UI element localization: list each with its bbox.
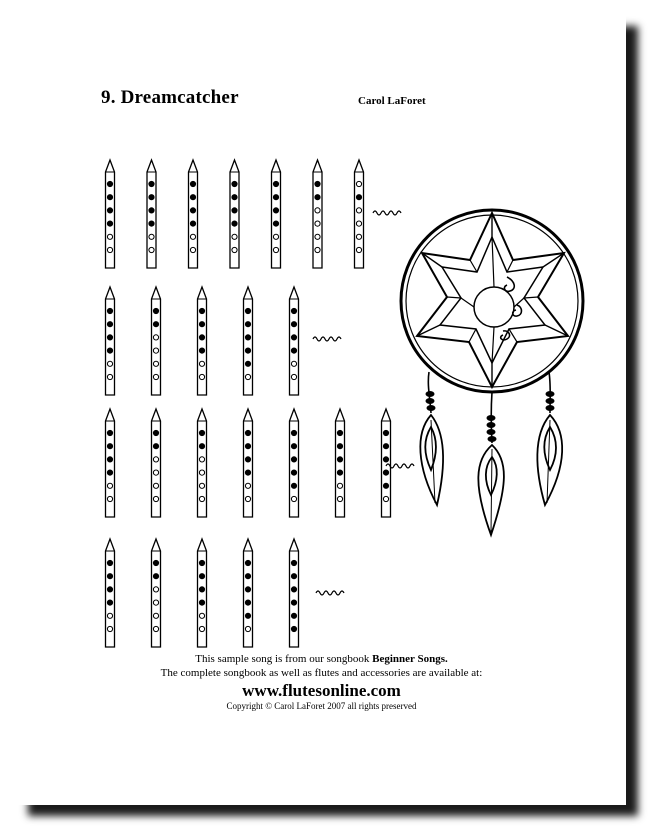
hole-closed	[190, 181, 195, 186]
hole-closed	[245, 444, 250, 449]
hole-open	[199, 457, 204, 462]
copyright-notice: Copyright © Carol LaForet 2007 all rights preserved	[226, 701, 417, 711]
hole-closed	[153, 574, 158, 579]
hole-open	[107, 496, 112, 501]
hole-open	[107, 361, 112, 366]
hole-open	[153, 457, 158, 462]
hole-closed	[153, 430, 158, 435]
hole-closed	[107, 195, 112, 200]
footer-line-2: The complete songbook as well as flutes and accessories are available at:	[160, 667, 483, 679]
hole-open	[245, 374, 250, 379]
hole-closed	[291, 587, 296, 592]
hole-closed	[149, 221, 154, 226]
hole-open	[232, 234, 237, 239]
flute-fingering	[198, 409, 207, 517]
hole-open	[356, 234, 361, 239]
hole-closed	[107, 560, 112, 565]
hole-open	[149, 247, 154, 252]
hole-closed	[153, 322, 158, 327]
flute-fingering	[244, 287, 253, 395]
hole-closed	[199, 430, 204, 435]
hole-closed	[245, 457, 250, 462]
hold-note-mark	[373, 211, 401, 215]
hole-closed	[199, 348, 204, 353]
footer-line-1	[17, 653, 626, 665]
hole-open	[153, 613, 158, 618]
hold-note-mark	[316, 591, 344, 595]
hole-open	[153, 626, 158, 631]
hole-closed	[245, 574, 250, 579]
hole-open	[199, 613, 204, 618]
hole-closed	[107, 221, 112, 226]
hole-closed	[149, 195, 154, 200]
flute-fingering	[244, 539, 253, 647]
hole-open	[153, 348, 158, 353]
hole-open	[107, 247, 112, 252]
hole-open	[199, 470, 204, 475]
hole-open	[153, 496, 158, 501]
hole-open	[153, 470, 158, 475]
hole-closed	[245, 613, 250, 618]
hole-open	[315, 247, 320, 252]
hole-open	[190, 234, 195, 239]
hole-open	[383, 496, 388, 501]
flute-fingering	[290, 287, 299, 395]
hole-closed	[107, 208, 112, 213]
hole-closed	[232, 208, 237, 213]
hole-closed	[383, 444, 388, 449]
flute-fingering	[152, 539, 161, 647]
hole-open	[356, 208, 361, 213]
hole-closed	[273, 208, 278, 213]
hold-note-mark	[313, 337, 341, 341]
flute-fingering	[290, 539, 299, 647]
flute-fingering	[152, 287, 161, 395]
hole-closed	[291, 308, 296, 313]
hole-closed	[337, 457, 342, 462]
hole-closed	[337, 444, 342, 449]
hole-closed	[199, 335, 204, 340]
hole-closed	[199, 560, 204, 565]
hole-open	[153, 361, 158, 366]
hole-closed	[273, 195, 278, 200]
song-title: 9. Dreamcatcher	[101, 87, 239, 108]
hole-closed	[190, 221, 195, 226]
hole-closed	[291, 457, 296, 462]
hole-open	[356, 247, 361, 252]
hole-open	[315, 208, 320, 213]
hole-closed	[383, 457, 388, 462]
website-link[interactable]: www.flutesonline.com	[242, 681, 401, 700]
hole-closed	[107, 430, 112, 435]
hole-closed	[199, 444, 204, 449]
hole-closed	[245, 430, 250, 435]
hole-open	[153, 600, 158, 605]
dreamcatcher-beads	[426, 391, 555, 442]
hole-closed	[291, 335, 296, 340]
flute-fingering	[313, 160, 322, 268]
hole-closed	[315, 195, 320, 200]
hole-closed	[291, 470, 296, 475]
hole-open	[199, 361, 204, 366]
hole-open	[199, 626, 204, 631]
hole-closed	[107, 308, 112, 313]
hole-open	[199, 483, 204, 488]
songbook-name: Beginner Songs.	[372, 653, 448, 665]
hole-open	[107, 374, 112, 379]
hole-open	[315, 221, 320, 226]
hole-open	[315, 234, 320, 239]
hole-open	[153, 335, 158, 340]
hole-open	[245, 496, 250, 501]
hole-closed	[245, 348, 250, 353]
hole-closed	[291, 626, 296, 631]
hole-open	[291, 361, 296, 366]
hole-open	[291, 374, 296, 379]
hole-closed	[199, 322, 204, 327]
hole-closed	[107, 574, 112, 579]
hole-open	[107, 483, 112, 488]
hole-closed	[107, 457, 112, 462]
flute-fingering	[198, 539, 207, 647]
hole-open	[273, 247, 278, 252]
hole-closed	[337, 470, 342, 475]
hole-closed	[245, 600, 250, 605]
hole-open	[356, 221, 361, 226]
hole-closed	[190, 195, 195, 200]
hole-closed	[199, 308, 204, 313]
hole-closed	[245, 470, 250, 475]
hole-closed	[245, 361, 250, 366]
hole-closed	[291, 322, 296, 327]
hole-closed	[245, 322, 250, 327]
hole-closed	[199, 600, 204, 605]
hole-closed	[245, 335, 250, 340]
hole-open	[337, 483, 342, 488]
hole-closed	[383, 483, 388, 488]
flute-fingering	[382, 409, 391, 517]
hole-closed	[149, 208, 154, 213]
footer-line-1-prefix: This sample song is from our songbook	[195, 653, 373, 665]
feather-right	[537, 415, 562, 505]
hole-closed	[149, 181, 154, 186]
hole-closed	[107, 444, 112, 449]
hole-closed	[199, 587, 204, 592]
flute-fingering	[336, 409, 345, 517]
hole-closed	[291, 430, 296, 435]
hole-closed	[245, 308, 250, 313]
hole-open	[232, 247, 237, 252]
feather-middle	[478, 445, 504, 535]
hole-closed	[153, 444, 158, 449]
dreamcatcher-illustration	[401, 210, 583, 535]
flute-fingering	[106, 160, 115, 268]
hole-closed	[315, 181, 320, 186]
hole-closed	[291, 574, 296, 579]
hole-open	[291, 496, 296, 501]
hole-open	[273, 234, 278, 239]
hole-open	[153, 374, 158, 379]
hole-open	[149, 234, 154, 239]
flute-fingering	[290, 409, 299, 517]
hole-open	[245, 483, 250, 488]
flute-fingering	[272, 160, 281, 268]
hole-open	[107, 613, 112, 618]
hole-closed	[273, 221, 278, 226]
hole-closed	[107, 600, 112, 605]
hole-closed	[356, 195, 361, 200]
hole-closed	[232, 181, 237, 186]
hole-closed	[291, 483, 296, 488]
hole-open	[199, 496, 204, 501]
hole-closed	[232, 195, 237, 200]
hole-open	[107, 626, 112, 631]
feather-left	[420, 415, 443, 505]
hole-closed	[383, 470, 388, 475]
song-author: Carol LaForet	[358, 95, 426, 107]
hole-open	[107, 234, 112, 239]
flute-fingering	[152, 409, 161, 517]
hole-closed	[383, 430, 388, 435]
hole-open	[190, 247, 195, 252]
hole-closed	[107, 181, 112, 186]
flute-fingering	[106, 539, 115, 647]
hole-closed	[291, 560, 296, 565]
hole-closed	[190, 208, 195, 213]
hole-closed	[107, 322, 112, 327]
hole-closed	[291, 444, 296, 449]
flute-fingering	[106, 287, 115, 395]
hole-closed	[245, 560, 250, 565]
flute-fingering	[230, 160, 239, 268]
flute-fingering	[355, 160, 364, 268]
hole-closed	[107, 348, 112, 353]
hole-closed	[107, 335, 112, 340]
flute-fingering	[244, 409, 253, 517]
hole-closed	[291, 613, 296, 618]
hole-closed	[232, 221, 237, 226]
hole-closed	[245, 587, 250, 592]
hole-closed	[153, 560, 158, 565]
hole-closed	[291, 348, 296, 353]
hole-closed	[107, 587, 112, 592]
flute-fingering	[106, 409, 115, 517]
hole-open	[153, 483, 158, 488]
flute-fingering	[198, 287, 207, 395]
hole-open	[199, 374, 204, 379]
hole-closed	[153, 308, 158, 313]
flute-fingering	[147, 160, 156, 268]
hole-closed	[291, 600, 296, 605]
hole-open	[245, 626, 250, 631]
hole-closed	[273, 181, 278, 186]
hole-open	[356, 181, 361, 186]
hole-open	[337, 496, 342, 501]
flute-fingering	[189, 160, 198, 268]
hole-closed	[337, 430, 342, 435]
hole-open	[153, 587, 158, 592]
hole-closed	[107, 470, 112, 475]
page	[17, 15, 626, 805]
hole-closed	[199, 574, 204, 579]
